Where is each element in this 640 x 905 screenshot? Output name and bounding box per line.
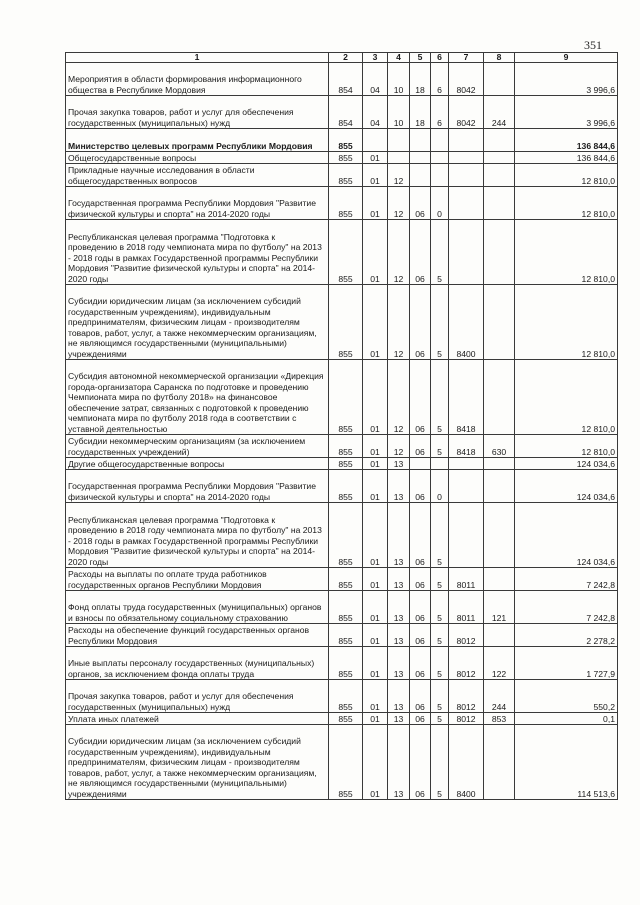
ved-code: 855 (329, 129, 363, 152)
ved-code: 855 (329, 647, 363, 680)
table-row (66, 187, 618, 220)
subsection-code: 12 (388, 220, 410, 285)
amount: 12 810,0 (515, 220, 618, 285)
ved-code: 855 (329, 360, 363, 435)
subsection-code: 12 (388, 435, 410, 458)
row-name: Государственная программа Республики Мордовия "Развитие физической культуры и спорта" на 2014-2020 годы (66, 187, 329, 220)
amount: 136 844,6 (515, 152, 618, 164)
expense-type-code (484, 129, 515, 152)
section-code: 01 (363, 647, 388, 680)
section-code: 04 (363, 63, 388, 96)
section-code: 01 (363, 187, 388, 220)
subprogram-code: 0 (431, 470, 449, 503)
program-code (410, 458, 431, 470)
program-code: 06 (410, 187, 431, 220)
program-code (410, 152, 431, 164)
amount: 124 034,6 (515, 470, 618, 503)
ved-code: 855 (329, 164, 363, 187)
table-row (66, 568, 618, 591)
section-code: 01 (363, 568, 388, 591)
header-cell: 2 (329, 53, 363, 63)
amount: 1 727,9 (515, 647, 618, 680)
row-name: Субсидии юридическим лицам (за исключением субсидий государственным учреждениям), индивидуальным предпринимателям, физическим лицам - производителям товаров, работ, услуг, а также некоммерческим организациям, не являющимся государственными (муниципальными) учреждениями (66, 725, 329, 800)
amount: 12 810,0 (515, 164, 618, 187)
section-code: 01 (363, 458, 388, 470)
table-header-row (66, 53, 618, 63)
subprogram-code: 5 (431, 725, 449, 800)
program-code: 06 (410, 725, 431, 800)
expense-type-code (484, 568, 515, 591)
subprogram-code: 5 (431, 591, 449, 624)
table-row (66, 152, 618, 164)
subprogram-code (431, 458, 449, 470)
amount: 136 844,6 (515, 129, 618, 152)
row-name: Субсидии юридическим лицам (за исключением субсидий государственным учреждениям), индивидуальным предпринимателям, физическим лицам - производителям товаров, работ, услуг, а также некоммерческим организациям, не являющимся государственными (муниципальными) учреждениями (66, 285, 329, 360)
program-code (410, 129, 431, 152)
program-code: 06 (410, 503, 431, 568)
table-row (66, 713, 618, 725)
row-name: Республиканская целевая программа "Подготовка к проведению в 2018 году чемпионата мира по футболу" на 2013 - 2018 годы в рамках Государственной программы Республики Мордовия "Развитие физической культуры и спорта" на 2014-2020 годы (66, 503, 329, 568)
ved-code: 855 (329, 435, 363, 458)
subsection-code: 13 (388, 680, 410, 713)
header-cell: 5 (410, 53, 431, 63)
expense-type-code (484, 164, 515, 187)
subprogram-code: 5 (431, 568, 449, 591)
subprogram-code (431, 152, 449, 164)
table-row (66, 591, 618, 624)
amount: 7 242,8 (515, 568, 618, 591)
header-cell: 1 (66, 53, 329, 63)
row-name: Министерство целевых программ Республики Мордовия (66, 129, 329, 152)
table-row (66, 680, 618, 713)
expense-type-code: 244 (484, 96, 515, 129)
target-code: 8012 (449, 713, 484, 725)
section-code: 01 (363, 220, 388, 285)
expense-type-code (484, 725, 515, 800)
program-code: 06 (410, 285, 431, 360)
expense-type-code (484, 470, 515, 503)
subprogram-code (431, 129, 449, 152)
subsection-code: 13 (388, 470, 410, 503)
amount: 7 242,8 (515, 591, 618, 624)
row-name: Мероприятия в области формирования информационного общества в Республике Мордовия (66, 63, 329, 96)
program-code: 06 (410, 470, 431, 503)
program-code: 06 (410, 360, 431, 435)
amount: 12 810,0 (515, 435, 618, 458)
subprogram-code (431, 164, 449, 187)
target-code: 8042 (449, 63, 484, 96)
target-code (449, 220, 484, 285)
amount: 12 810,0 (515, 285, 618, 360)
program-code: 06 (410, 680, 431, 713)
expense-type-code (484, 360, 515, 435)
section-code: 01 (363, 713, 388, 725)
subsection-code: 13 (388, 591, 410, 624)
ved-code: 855 (329, 220, 363, 285)
expense-type-code (484, 152, 515, 164)
row-name: Иные выплаты персоналу государственных (муниципальных) органов, за исключением фонда оплаты труда (66, 647, 329, 680)
subsection-code: 13 (388, 458, 410, 470)
header-cell: 7 (449, 53, 484, 63)
target-code: 8012 (449, 647, 484, 680)
section-code: 01 (363, 285, 388, 360)
subprogram-code: 5 (431, 503, 449, 568)
subprogram-code: 5 (431, 647, 449, 680)
header-cell: 3 (363, 53, 388, 63)
table-row (66, 63, 618, 96)
table-row (66, 624, 618, 647)
row-name: Общегосударственные вопросы (66, 152, 329, 164)
subsection-code: 12 (388, 164, 410, 187)
section-code: 01 (363, 591, 388, 624)
row-name: Государственная программа Республики Мордовия "Развитие физической культуры и спорта" на 2014-2020 годы (66, 470, 329, 503)
subprogram-code: 5 (431, 713, 449, 725)
target-code: 8011 (449, 568, 484, 591)
ved-code: 854 (329, 96, 363, 129)
table-row (66, 725, 618, 800)
target-code: 8012 (449, 624, 484, 647)
target-code: 8418 (449, 360, 484, 435)
ved-code: 855 (329, 285, 363, 360)
table-row (66, 360, 618, 435)
amount: 3 996,6 (515, 96, 618, 129)
section-code: 01 (363, 503, 388, 568)
subprogram-code: 5 (431, 624, 449, 647)
row-name: Другие общегосударственные вопросы (66, 458, 329, 470)
section-code: 01 (363, 360, 388, 435)
row-name: Субсидия автономной некоммерческой организации «Дирекция города-организатора Саранска по подготовке и проведению Чемпионата мира по футболу 2018» на финансовое обеспечение затрат, связанных с подготовкой к проведению чемпионата мира по футболу 2018 года в соответствии с уставной деятельностью (66, 360, 329, 435)
subsection-code: 13 (388, 647, 410, 680)
table-row (66, 458, 618, 470)
table-row (66, 647, 618, 680)
table-row (66, 470, 618, 503)
row-name: Прочая закупка товаров, работ и услуг для обеспечения государственных (муниципальных) нужд (66, 680, 329, 713)
subprogram-code: 6 (431, 96, 449, 129)
amount: 124 034,6 (515, 458, 618, 470)
program-code: 06 (410, 568, 431, 591)
expense-type-code (484, 187, 515, 220)
section-code: 01 (363, 152, 388, 164)
table-row (66, 129, 618, 152)
subsection-code (388, 152, 410, 164)
target-code: 8042 (449, 96, 484, 129)
expense-type-code: 122 (484, 647, 515, 680)
subprogram-code: 5 (431, 360, 449, 435)
program-code: 06 (410, 220, 431, 285)
target-code: 8400 (449, 285, 484, 360)
target-code: 8418 (449, 435, 484, 458)
table-row (66, 503, 618, 568)
target-code (449, 458, 484, 470)
subsection-code: 12 (388, 187, 410, 220)
program-code: 18 (410, 96, 431, 129)
program-code: 06 (410, 591, 431, 624)
expense-type-code: 853 (484, 713, 515, 725)
row-name: Расходы на выплаты по оплате труда работников государственных органов Республики Мордовия (66, 568, 329, 591)
expense-type-code (484, 503, 515, 568)
table-row (66, 220, 618, 285)
amount: 550,2 (515, 680, 618, 713)
target-code: 8400 (449, 725, 484, 800)
row-name: Расходы на обеспечение функций государственных органов Республики Мордовия (66, 624, 329, 647)
program-code (410, 164, 431, 187)
section-code: 04 (363, 96, 388, 129)
program-code: 06 (410, 624, 431, 647)
header-cell: 9 (515, 53, 618, 63)
subprogram-code: 6 (431, 63, 449, 96)
subsection-code: 13 (388, 503, 410, 568)
ved-code: 855 (329, 568, 363, 591)
program-code: 06 (410, 647, 431, 680)
row-name: Прикладные научные исследования в области общегосударственных вопросов (66, 164, 329, 187)
program-code: 06 (410, 435, 431, 458)
table-row (66, 285, 618, 360)
target-code: 8011 (449, 591, 484, 624)
ved-code: 855 (329, 591, 363, 624)
page-number: 351 (584, 38, 602, 52)
target-code (449, 503, 484, 568)
program-code: 06 (410, 713, 431, 725)
expense-type-code: 244 (484, 680, 515, 713)
ved-code: 855 (329, 680, 363, 713)
expense-type-code (484, 63, 515, 96)
subsection-code: 13 (388, 713, 410, 725)
subsection-code: 10 (388, 96, 410, 129)
expense-type-code (484, 624, 515, 647)
row-name: Фонд оплаты труда государственных (муниципальных) органов и взносы по обязательному социальному страхованию (66, 591, 329, 624)
target-code (449, 187, 484, 220)
ved-code: 855 (329, 624, 363, 647)
amount: 124 034,6 (515, 503, 618, 568)
row-name: Прочая закупка товаров, работ и услуг для обеспечения государственных (муниципальных) нужд (66, 96, 329, 129)
ved-code: 855 (329, 187, 363, 220)
target-code (449, 164, 484, 187)
row-name: Субсидии некоммерческим организациям (за исключением государственных учреждений) (66, 435, 329, 458)
target-code (449, 470, 484, 503)
subsection-code (388, 129, 410, 152)
section-code: 01 (363, 680, 388, 713)
section-code (363, 129, 388, 152)
subsection-code: 13 (388, 725, 410, 800)
row-name: Уплата иных платежей (66, 713, 329, 725)
expense-type-code: 630 (484, 435, 515, 458)
row-name: Республиканская целевая программа "Подготовка к проведению в 2018 году чемпионата мира по футболу" на 2013 - 2018 годы в рамках Государственной программы Республики Мордовия "Развитие физической культуры и спорта" на 2014-2020 годы (66, 220, 329, 285)
amount: 12 810,0 (515, 360, 618, 435)
budget-table (65, 52, 618, 800)
subprogram-code: 5 (431, 220, 449, 285)
ved-code: 855 (329, 503, 363, 568)
section-code: 01 (363, 725, 388, 800)
header-cell: 4 (388, 53, 410, 63)
subprogram-code: 5 (431, 285, 449, 360)
ved-code: 855 (329, 458, 363, 470)
ved-code: 855 (329, 713, 363, 725)
amount: 0,1 (515, 713, 618, 725)
table-row (66, 435, 618, 458)
amount: 3 996,6 (515, 63, 618, 96)
table-row (66, 164, 618, 187)
subprogram-code: 0 (431, 187, 449, 220)
section-code: 01 (363, 164, 388, 187)
target-code (449, 129, 484, 152)
expense-type-code (484, 220, 515, 285)
subsection-code: 10 (388, 63, 410, 96)
amount: 12 810,0 (515, 187, 618, 220)
subsection-code: 12 (388, 360, 410, 435)
header-cell: 6 (431, 53, 449, 63)
table-row (66, 96, 618, 129)
ved-code: 855 (329, 470, 363, 503)
subsection-code: 13 (388, 624, 410, 647)
section-code: 01 (363, 470, 388, 503)
section-code: 01 (363, 624, 388, 647)
expense-type-code: 121 (484, 591, 515, 624)
amount: 2 278,2 (515, 624, 618, 647)
target-code: 8012 (449, 680, 484, 713)
section-code: 01 (363, 435, 388, 458)
program-code: 18 (410, 63, 431, 96)
expense-type-code (484, 285, 515, 360)
target-code (449, 152, 484, 164)
subsection-code: 12 (388, 285, 410, 360)
amount: 114 513,6 (515, 725, 618, 800)
ved-code: 855 (329, 725, 363, 800)
header-cell: 8 (484, 53, 515, 63)
ved-code: 854 (329, 63, 363, 96)
ved-code: 855 (329, 152, 363, 164)
subprogram-code: 5 (431, 435, 449, 458)
expense-type-code (484, 458, 515, 470)
subprogram-code: 5 (431, 680, 449, 713)
subsection-code: 13 (388, 568, 410, 591)
